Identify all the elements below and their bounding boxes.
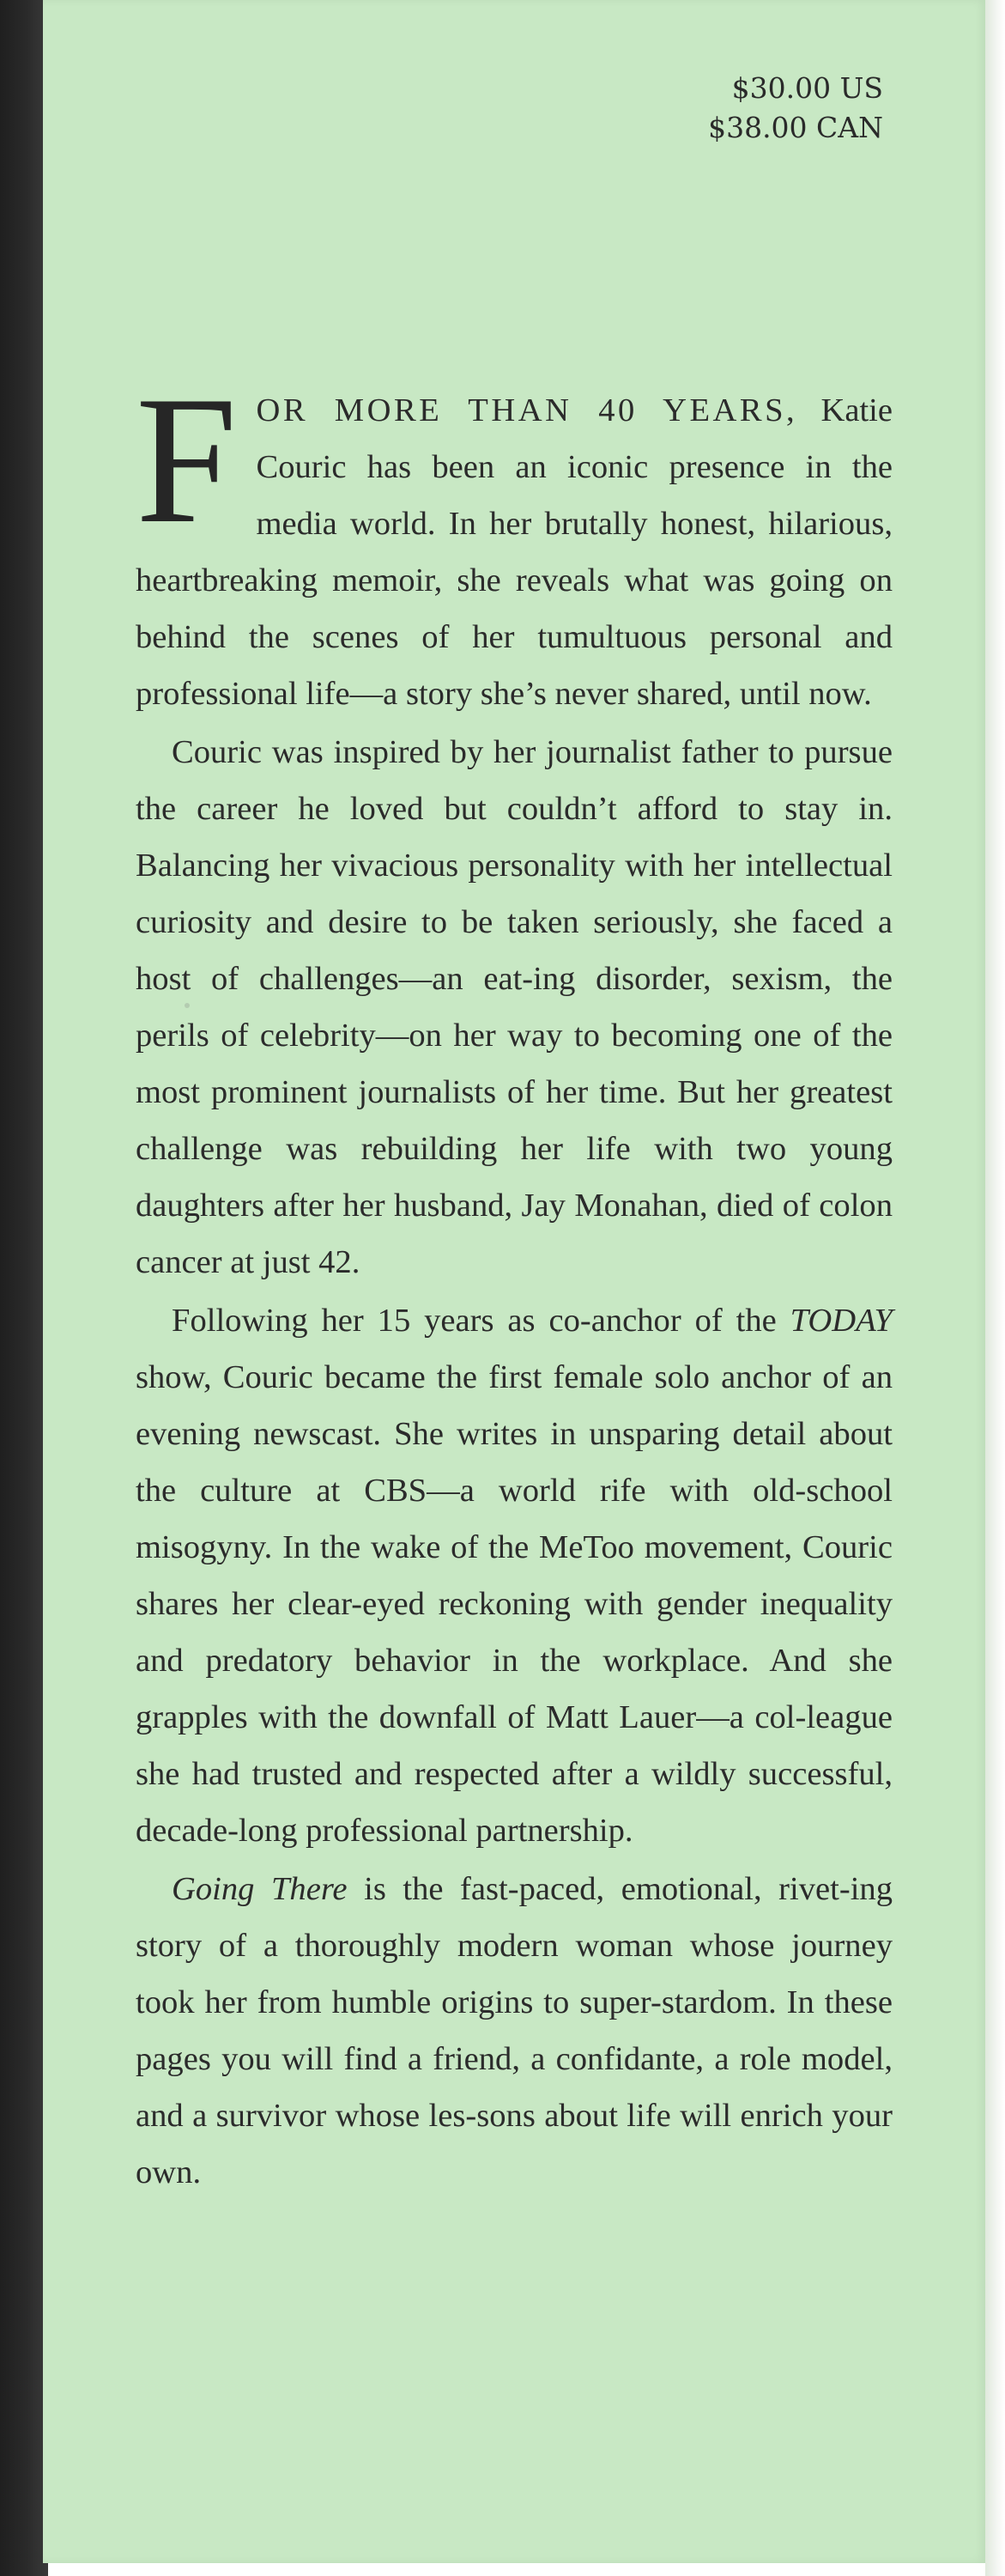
price-us: $30.00 US: [731, 71, 883, 105]
paragraph-3-text-a: Following her 15 years as co-anchor of the: [172, 1303, 790, 1339]
show-title: TODAY: [790, 1303, 893, 1339]
paragraph-1-text: Katie Couric has been an iconic presence in the media world. In her brutally honest, hilarious, heartbreaking memoir, she reveals what was going on behind the scenes of her tumultuous personal and professional life—a story she’s never shared, until now.: [136, 392, 893, 712]
flap-edge: [985, 0, 1005, 2576]
flap-copy: [136, 359, 893, 2202]
price-can: $38.00 CAN: [708, 111, 883, 144]
paragraph-4: [136, 1861, 893, 2201]
paragraph-2: Couric was inspired by her journalist father to pursue the career he loved but couldn’t afford to stay in. Balancing her vivacious personality with her intellectual curiosity and desire to be taken seriously, she faced a host of challenges—an eat-ing disorder, sexism, the perils of celebrity—on her way to becoming one of the most prominent journalists of her time. But her greatest challenge was rebuilding her life with two young daughters after her husband, Jay Monahan, died of colon cancer at just 42.: [136, 734, 893, 1280]
paragraph-4-text: is the fast-paced, emotional, rivet-ing story of a thoroughly modern woman whose journey took her from humble origins to super-stardom. In these pages you will find a friend, a confidante, a role model, and a survivor whose les-sons about life will enrich your own.: [136, 1871, 893, 2190]
book-title: Going There: [172, 1871, 348, 1907]
paragraph-1: [136, 359, 893, 722]
price-block: [708, 69, 883, 148]
book-spine: [0, 0, 48, 2576]
paragraph-3-text-b: show, Couric became the first female solo anchor of an evening newscast. She writes in unsparing detail about the culture at CBS—a world rife with old-school misogyny. In the wake of the MeToo movement, Couric shares her clear-eyed reckoning with gender inequality and predatory behavior in the workplace. And she grapples with the downfall of Matt Lauer—a col-league she had trusted and respected after a wildly successful, decade-long professional partnership.: [136, 1359, 893, 1849]
drop-cap: F: [136, 359, 238, 562]
lead-in: OR MORE THAN 40 YEARS,: [256, 392, 798, 428]
paper-speck: [185, 1003, 190, 1008]
paragraph-3: [136, 1292, 893, 1859]
